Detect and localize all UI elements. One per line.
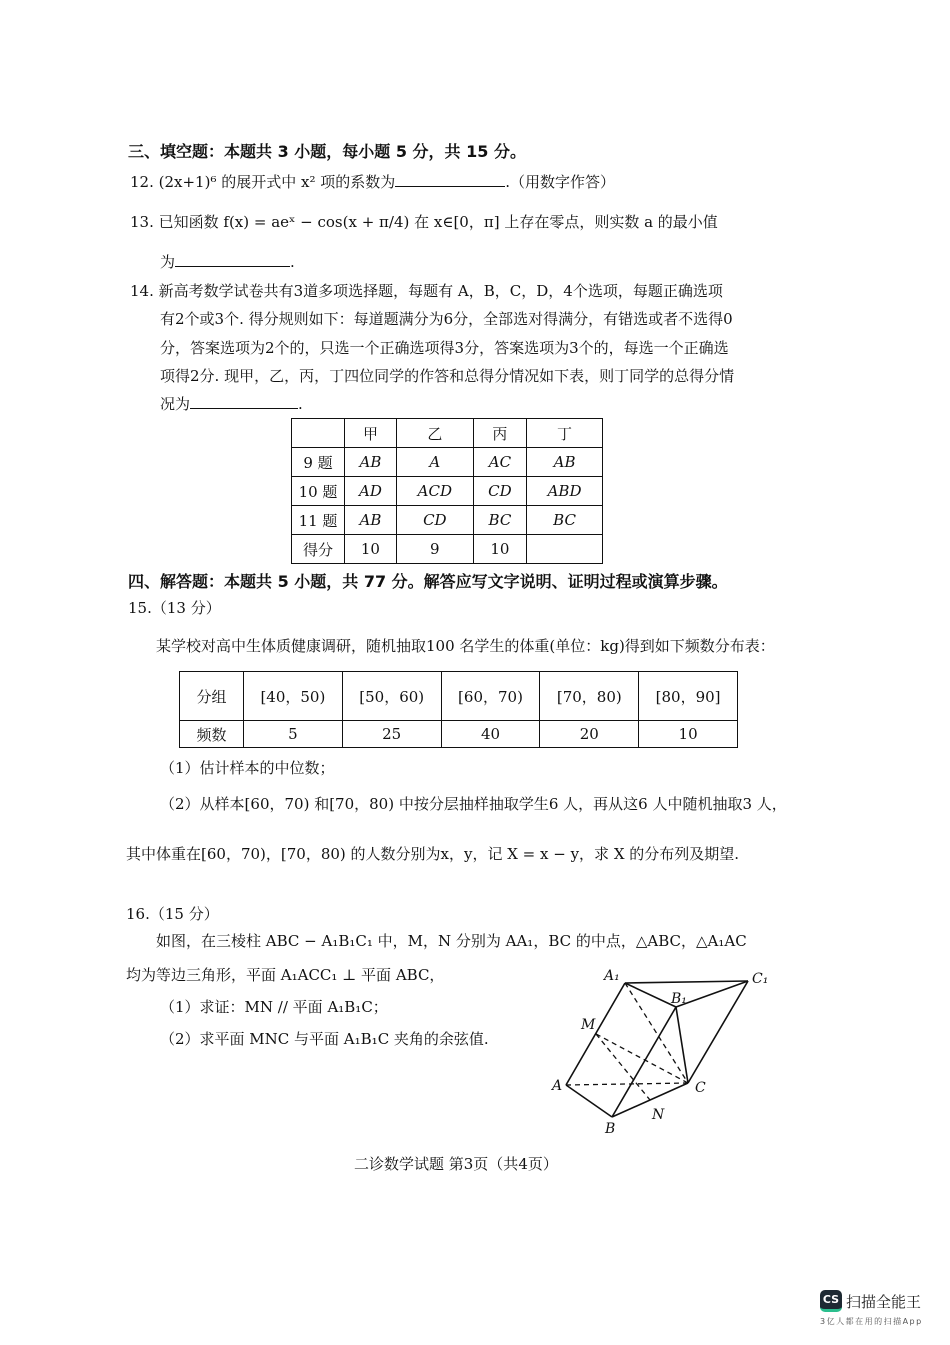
label-n: N: [652, 1107, 665, 1123]
q14-line: [160, 394, 303, 414]
cell: 10: [473, 535, 526, 564]
segment-mc: [596, 1034, 688, 1083]
header-cell: [60，70): [441, 672, 540, 721]
section4-heading: 四、解答题：本题共 5 小题，共 77 分。解答应写文字说明、证明过程或演算步骤。: [128, 572, 728, 591]
header-cell: [50，60): [342, 672, 441, 721]
prism-figure: [540, 960, 780, 1140]
watermark-name: 扫描全能王: [846, 1292, 922, 1311]
label-c: C: [695, 1080, 706, 1096]
table-row: [180, 721, 738, 748]
table-row: [292, 448, 603, 477]
q16-part2: （2）求平面 MNC 与平面 A₁B₁C 夹角的余弦值.: [160, 1030, 489, 1048]
q14-line: 分，答案选项为2个的，只选一个正确选项得3分，答案选项为3个的，每选一个正确选: [160, 339, 729, 357]
header-cell: [40，50): [244, 672, 343, 721]
cell: 10: [345, 535, 397, 564]
question-12: [130, 172, 615, 192]
q14-end: .: [298, 395, 303, 413]
table-header-row: [292, 419, 603, 448]
edge-a1b1: [625, 983, 676, 1007]
q15-title: 15.（13 分）: [128, 599, 221, 617]
cell: AB: [527, 448, 603, 477]
cell: 9: [396, 535, 473, 564]
table-row: [292, 477, 603, 506]
cell: AB: [345, 448, 397, 477]
question-13-cont: [160, 252, 295, 272]
cell: ABD: [527, 477, 603, 506]
watermark-brand: [820, 1290, 923, 1312]
cell: 25: [342, 721, 441, 748]
answer-blank: [395, 172, 505, 187]
cell: 11 题: [292, 506, 345, 535]
cell: 40: [441, 721, 540, 748]
table-row: [292, 535, 603, 564]
answers-table: [291, 418, 603, 564]
page-footer: 二诊数学试题 第3页（共4页）: [354, 1155, 558, 1173]
edge-b1c: [676, 1007, 688, 1083]
label-a: A: [552, 1078, 563, 1094]
table-header-row: [180, 672, 738, 721]
cell: 10: [639, 721, 738, 748]
watermark-slogan: 3亿人都在用的扫描App: [820, 1317, 923, 1326]
q16-line: 如图，在三棱柱 ABC − A₁B₁C₁ 中，M，N 分别为 AA₁，BC 的中点，△ABC，△A₁AC: [156, 932, 747, 950]
header-cell: [70，80): [540, 672, 639, 721]
edge-ac: [566, 1083, 688, 1085]
scanner-watermark: [820, 1290, 923, 1327]
table-row: [292, 506, 603, 535]
q16-part1: （1）求证：MN // 平面 A₁B₁C；: [160, 998, 388, 1016]
section3-heading: 三、填空题：本题共 3 小题，每小题 5 分，共 15 分。: [128, 142, 526, 161]
cell: BC: [473, 506, 526, 535]
label-m: M: [581, 1017, 596, 1033]
q13-text: 为: [160, 253, 176, 271]
q13-end: .: [290, 253, 295, 271]
header-cell: 分组: [180, 672, 244, 721]
header-cell: [80，90]: [639, 672, 738, 721]
label-c1: C₁: [752, 971, 769, 987]
edge-bb1: [612, 1007, 676, 1117]
label-a1: A₁: [604, 968, 620, 984]
label-b1: B₁: [671, 991, 687, 1007]
q16-line: 均为等边三角形，平面 A₁ACC₁ ⊥ 平面 ABC，: [126, 966, 445, 984]
cell: AB: [345, 506, 397, 535]
header-cell: 甲: [345, 419, 397, 448]
header-cell: 乙: [396, 419, 473, 448]
q15-intro: 某学校对高中生体质健康调研，随机抽取100 名学生的体重(单位：kg)得到如下频数分布表：: [156, 637, 775, 655]
question-13: 13. 已知函数 f(x) = aeˣ − cos(x + π/4) 在 x∈[0，π] 上存在零点，则实数 a 的最小值: [130, 213, 718, 231]
edge-a1a: [566, 983, 625, 1085]
cell: BC: [527, 506, 603, 535]
header-cell: 丁: [527, 419, 603, 448]
q12-text: 12. (2x+1)⁶ 的展开式中 x² 项的系数为: [130, 173, 396, 191]
q15-part1: （1）估计样本的中位数；: [160, 759, 335, 777]
cell: AC: [473, 448, 526, 477]
q15-part2-cont: 其中体重在[60，70)，[70，80) 的人数分别为x，y，记 X = x − y，求 X 的分布列及期望.: [126, 845, 740, 863]
label-b: B: [605, 1121, 616, 1137]
edge-ab: [566, 1085, 612, 1117]
cell: 9 题: [292, 448, 345, 477]
q14-line: 项得2分. 现甲，乙，丙，丁四位同学的作答和总得分情况如下表，则丁同学的总得分情: [160, 367, 735, 385]
cell: AD: [345, 477, 397, 506]
edge-a1c1: [625, 981, 748, 983]
cell: 5: [244, 721, 343, 748]
cell: 10 题: [292, 477, 345, 506]
header-cell: [292, 419, 345, 448]
cell: 得分: [292, 535, 345, 564]
cs-logo-icon: CS: [820, 1290, 842, 1312]
q16-title: 16.（15 分）: [126, 905, 219, 923]
cell: [527, 535, 603, 564]
cell: A: [396, 448, 473, 477]
q14-line: 有2个或3个. 得分规则如下：每道题满分为6分，全部选对得满分，有错选或者不选得0: [160, 310, 733, 328]
q15-part2: （2）从样本[60，70) 和[70，80) 中按分层抽样抽取学生6 人，再从这6 人中随机抽取3 人，: [160, 795, 787, 813]
frequency-table: [179, 671, 738, 748]
q14-text: 况为: [160, 395, 191, 413]
answer-blank: [175, 252, 290, 267]
cell: CD: [473, 477, 526, 506]
edge-c1c: [688, 981, 748, 1083]
q12-hint: .（用数字作答）: [505, 173, 616, 191]
cell: ACD: [396, 477, 473, 506]
q14-line: 14. 新高考数学试卷共有3道多项选择题，每题有 A，B，C，D，4个选项，每题正确选项: [130, 282, 723, 300]
cell: 频数: [180, 721, 244, 748]
answer-blank: [190, 394, 298, 409]
cell: CD: [396, 506, 473, 535]
header-cell: 丙: [473, 419, 526, 448]
cell: 20: [540, 721, 639, 748]
